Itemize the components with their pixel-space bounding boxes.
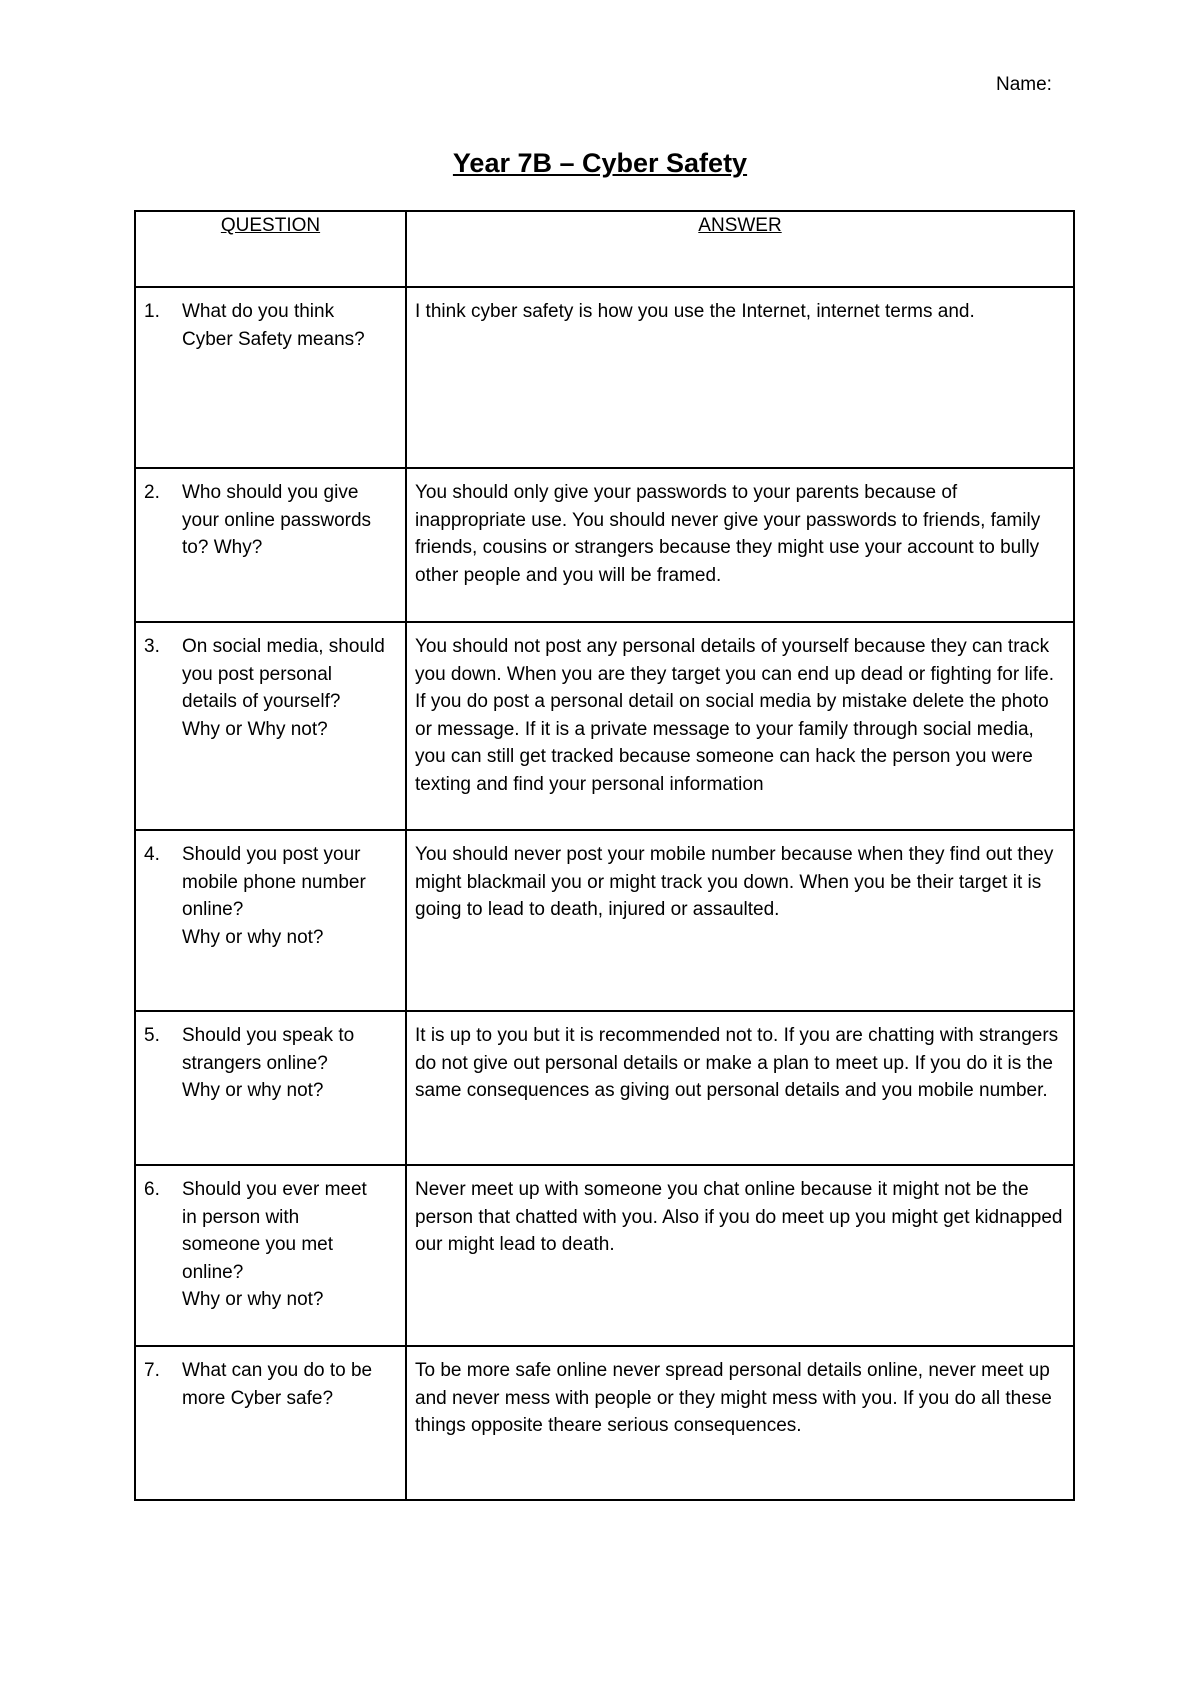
answer-text: I think cyber safety is how you use the Internet, internet terms and. xyxy=(406,287,1074,468)
question-cell xyxy=(135,287,406,468)
table-row xyxy=(135,287,1074,468)
table-header-row xyxy=(135,211,1074,287)
table-row xyxy=(135,1165,1074,1346)
question-text: Should you post your mobile phone number online? Why or why not? xyxy=(182,844,366,948)
question-number: 7. xyxy=(144,1360,160,1381)
table-row xyxy=(135,468,1074,622)
answer-text: Never meet up with someone you chat online because it might not be the person that chatted with you. Also if you do meet up you might get kidnapped our might lead to death. xyxy=(406,1165,1074,1346)
question-number: 6. xyxy=(144,1179,160,1200)
question-number: 5. xyxy=(144,1025,160,1046)
question-number: 2. xyxy=(144,482,160,503)
question-number: 3. xyxy=(144,636,160,657)
question-answer-table xyxy=(134,210,1075,1501)
question-cell xyxy=(135,1011,406,1165)
question-cell xyxy=(135,468,406,622)
table-row xyxy=(135,622,1074,830)
answer-text: You should only give your passwords to your parents because of inappropriate use. You should never give your passwords to friends, family friends, cousins or strangers because they might use your account to bully other people and you will be framed. xyxy=(406,468,1074,622)
question-cell xyxy=(135,1165,406,1346)
question-text: Who should you give your online passwords to? Why? xyxy=(182,482,372,558)
question-cell xyxy=(135,830,406,1011)
question-cell xyxy=(135,622,406,830)
page-title: Year 7B – Cyber Safety xyxy=(452,148,748,178)
question-cell xyxy=(135,1346,406,1500)
answer-text: You should not post any personal details of yourself because they can track you down. When you are they target you can end up dead or fighting for life. If you do post a personal detail on social media by mistake delete the photo or message. If it is a private message to your family through social media, you can still get tracked because someone can hack the person you were texting and find your personal information xyxy=(406,622,1074,830)
table-row xyxy=(135,830,1074,1011)
answer-text: It is up to you but it is recommended not to. If you are chatting with strangers do not give out personal details or make a plan to meet up. If you do it is the same consequences as giving out personal details and you mobile number. xyxy=(406,1011,1074,1165)
question-text: Should you ever meet in person with someone you met online? Why or why not? xyxy=(182,1179,367,1310)
answer-text: To be more safe online never spread personal details online, never meet up and never mess with people or they might mess with you. If you do all these things opposite theare serious consequences. xyxy=(406,1346,1074,1500)
table-row xyxy=(135,1346,1074,1500)
answer-column-header: ANSWER xyxy=(406,211,1074,287)
question-text: What can you do to be more Cyber safe? xyxy=(182,1360,373,1409)
answer-text: You should never post your mobile number because when they find out they might blackmail you or might track you down. When you be their target it is going to lead to death, injured or assaulted. xyxy=(406,830,1074,1011)
table-row xyxy=(135,1011,1074,1165)
question-number: 4. xyxy=(144,844,160,865)
question-text: What do you think Cyber Safety means? xyxy=(182,301,365,350)
question-text: Should you speak to strangers online? Why or why not? xyxy=(182,1025,355,1101)
question-number: 1. xyxy=(144,301,160,322)
question-column-header: QUESTION xyxy=(135,211,406,287)
name-label: Name: xyxy=(996,74,1052,95)
question-text: On social media, should you post personal details of yourself? Why or Why not? xyxy=(182,636,385,740)
